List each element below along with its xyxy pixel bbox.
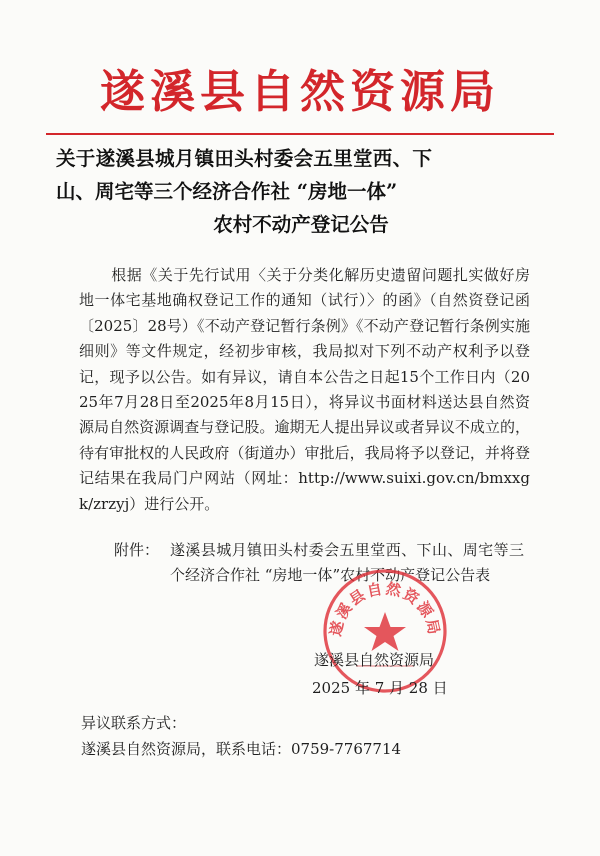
- header-red-rule: [46, 133, 554, 135]
- contact-phone-line: 遂溪县自然资源局，联系电话：0759-7767714: [81, 740, 402, 758]
- attachment-text: 遂溪县城月镇田头村委会五里堂西、下山、周宅等三个经济合作社 “房地一体”农村不动产登记公告表: [170, 541, 524, 585]
- seal-star-icon: [364, 612, 406, 651]
- notice-title: [56, 142, 546, 241]
- signature-org: 遂溪县自然资源局: [314, 651, 435, 669]
- notice-title-line-3: 农村不动产登记公告: [213, 213, 389, 236]
- seal-ring-text: 遂溪县自然资源局: [326, 579, 444, 638]
- org-header-title: 遂溪县自然资源局: [99, 65, 500, 118]
- attachment-block: [114, 538, 524, 589]
- notice-title-line-2: 山、周宅等三个经济合作社 “房地一体”: [56, 180, 398, 203]
- signature-date: 2025 年 7 月 28 日: [312, 679, 448, 697]
- contact-label: 异议联系方式：: [81, 714, 187, 732]
- notice-body-paragraph: 根据《关于先行试用〈关于分类化解历史遗留问题扎实做好房地一体宅基地确权登记工作的通知（试行）〉的函》（自然资登记函〔2025〕28号）《不动产登记暂行条例》《不动产登记暂行条例实施细则》等文件规定，经初步审核，我局拟对下列不动产权利予以登记，现予以公告。如有异议，请自本公告之日起15个工作日内（2025年7月28日至2025年8月15日），将异议书面材料送达县自然资源局自然资源调查与登记股。逾期无人提出异议或者异议不成立的，待有审批权的人民政府（街道办）审批后，我局将予以登记，并将登记结果在我局门户网站（网址：http://www.suixi.gov.cn/bmxxgk/zrzyj）进行公开。: [79, 266, 530, 513]
- notice-title-line-1: 关于遂溪县城月镇田头村委会五里堂西、下: [56, 147, 433, 170]
- notice-body: [79, 263, 530, 517]
- attachment-label: 附件：: [114, 541, 160, 559]
